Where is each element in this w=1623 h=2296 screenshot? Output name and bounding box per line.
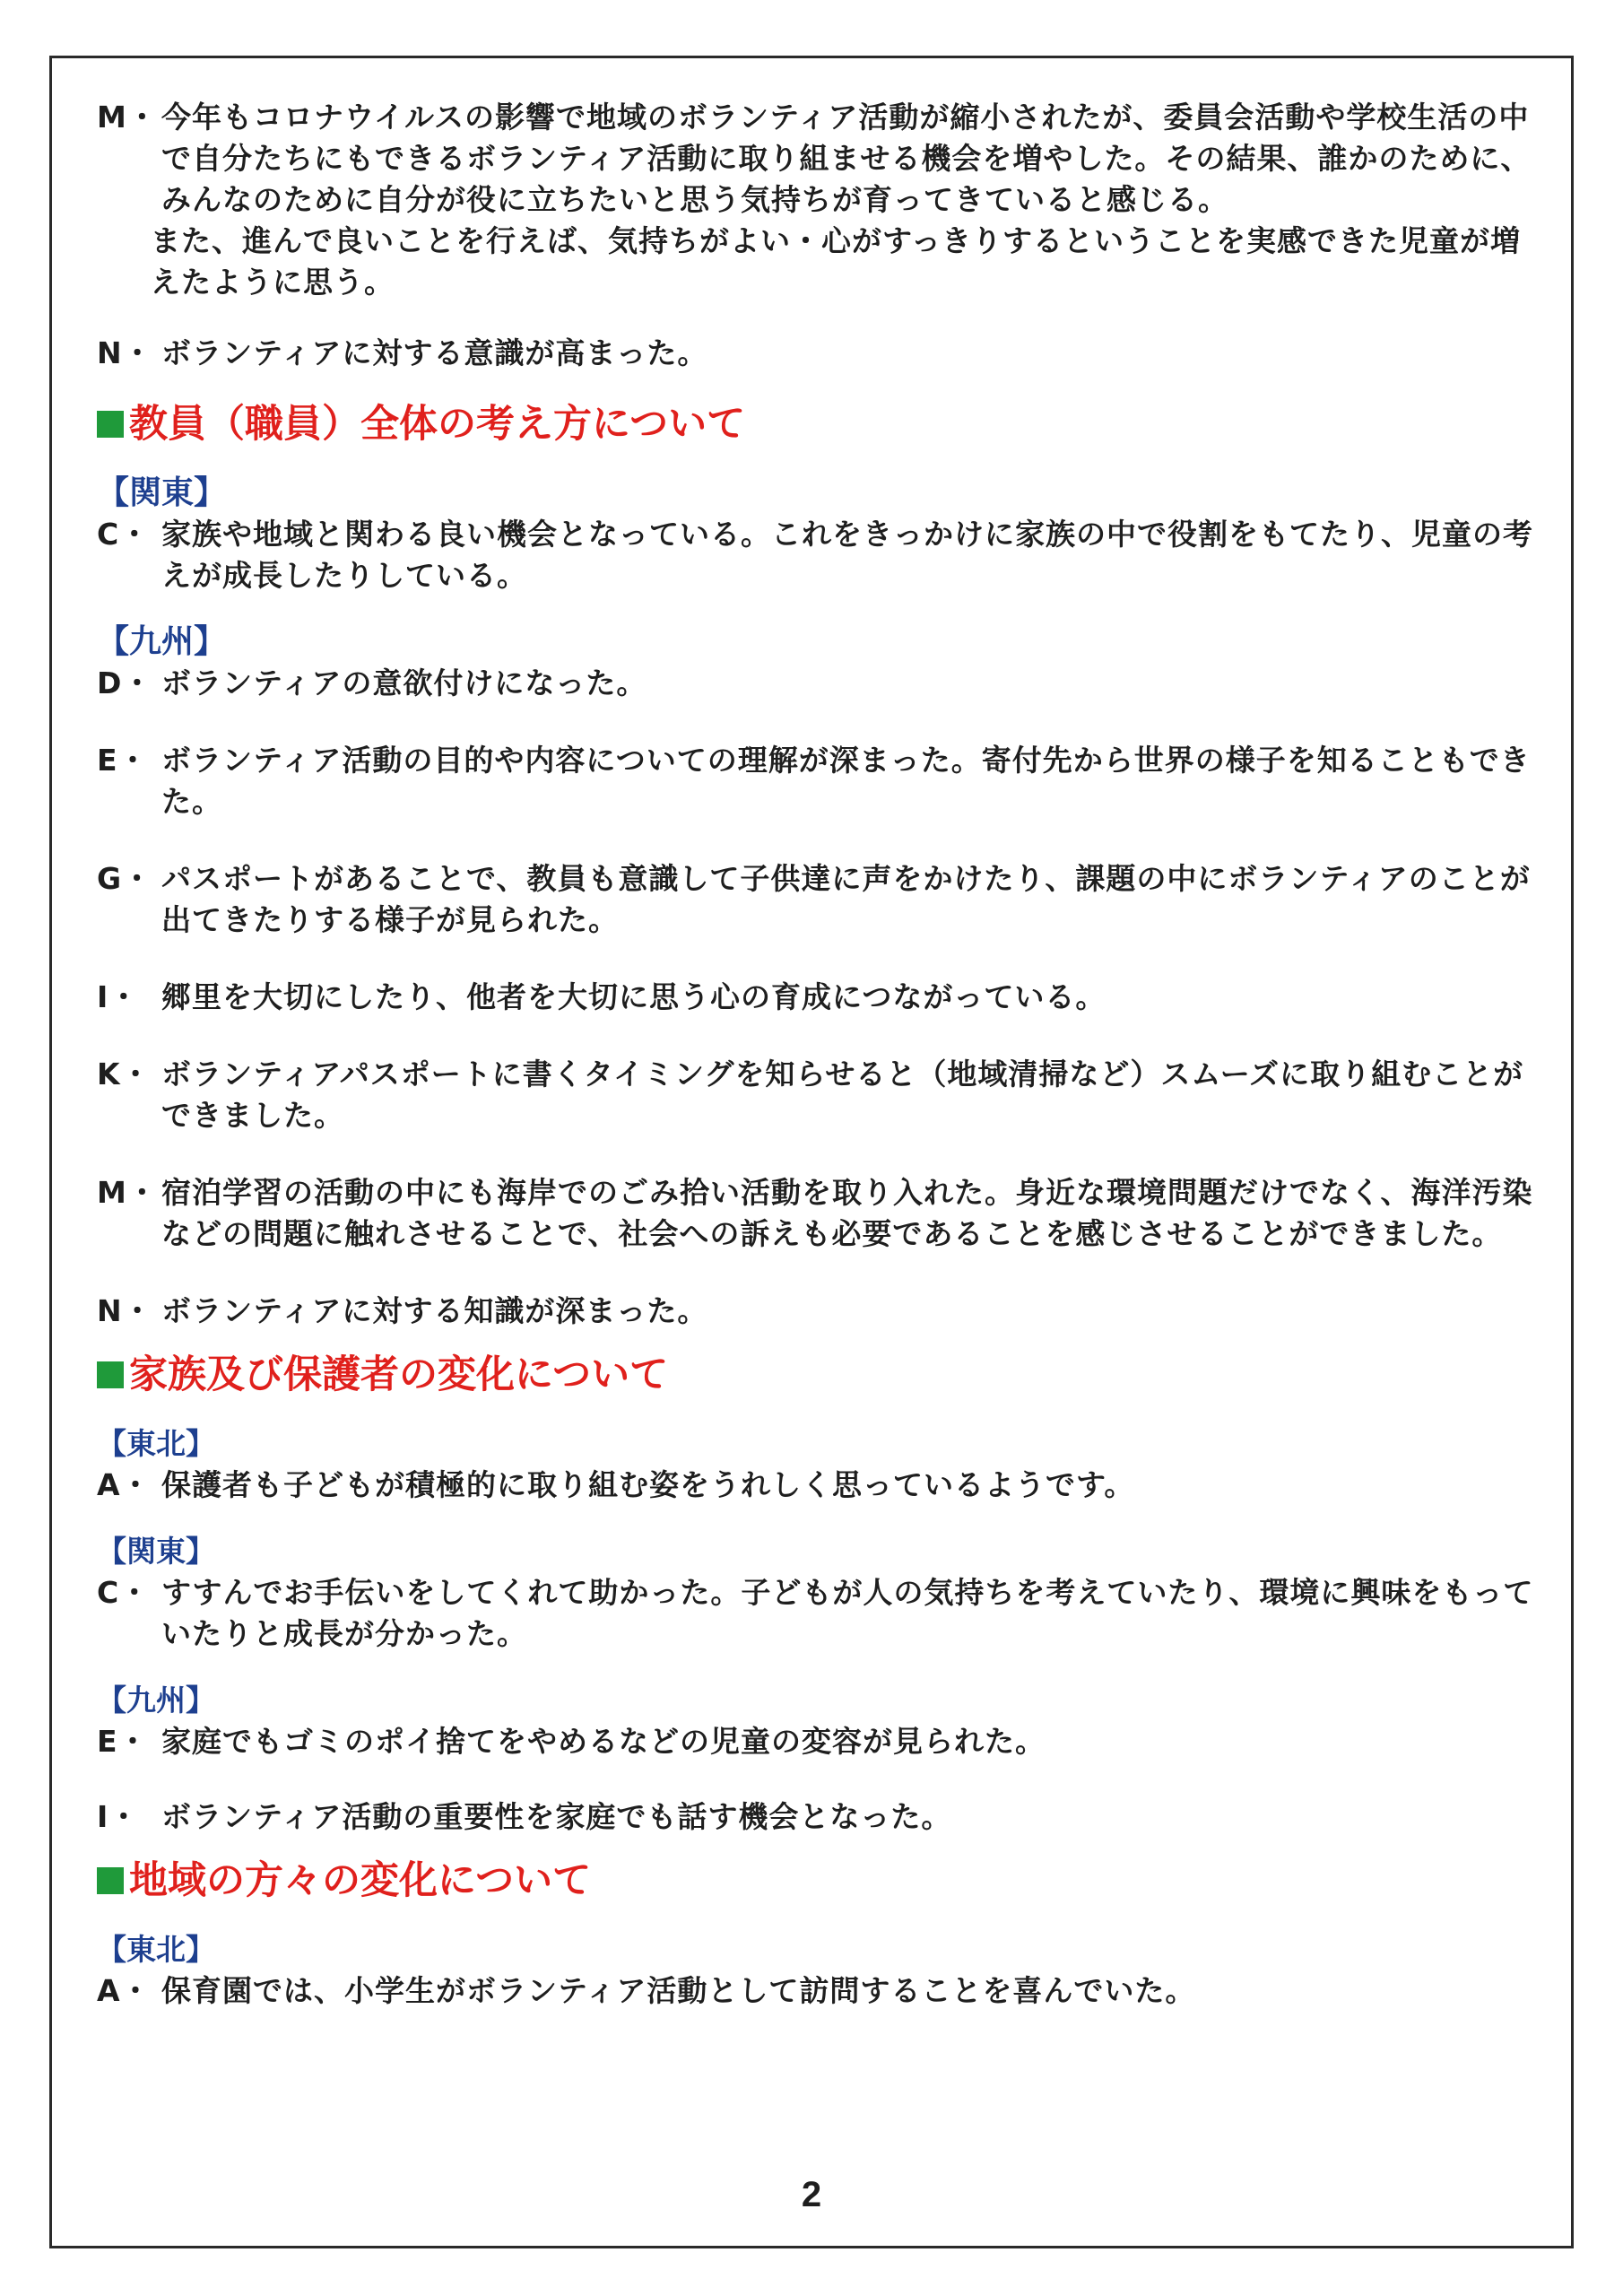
- entry-text: 保護者も子どもが積極的に取り組む姿をうれしく思っているようです。: [161, 1467, 1135, 1502]
- entry-key: N・: [97, 1293, 153, 1328]
- entry-m-top: [97, 97, 1541, 303]
- entry-text: パスポートがあることで、教員も意識して子供達に声をかけたり、課題の中にボランティアのことが出てきたりする様子が見られた。: [161, 861, 1531, 937]
- entry-key: G・: [97, 861, 153, 896]
- entry-text: 今年もコロナウイルスの影響で地域のボランティア活動が縮小されたが、委員会活動や学校生活の中で自分たちにもできるボランティア活動に取り組ませる機会を増やした。その結果、誰かのために、みんなのために自分が役に立ちたいと思う気持ちが育ってきていると感じる。: [161, 100, 1532, 217]
- entry-text: ボランティアに対する意識が高まった。: [161, 335, 708, 370]
- entry-text: ボランティアに対する知識が深まった。: [161, 1293, 708, 1328]
- entry-key: I・: [97, 979, 140, 1014]
- document-body: [97, 97, 1541, 2012]
- entry-g: [97, 858, 1541, 941]
- region-label: 【九州】: [97, 623, 227, 660]
- entry-text: ボランティアパスポートに書くタイミングを知らせると（地域清掃など）スムーズに取り組むことができました。: [161, 1057, 1524, 1133]
- entry-key: A・: [97, 1467, 152, 1502]
- section-title-family: 家族及び保護者の変化について: [97, 1350, 1541, 1400]
- entry-d: [97, 663, 1541, 704]
- entry-text: 家族や地域と関わる良い機会となっている。これをきっかけに家族の中で役割をもてたり、児童の考えが成長したりしている。: [161, 517, 1533, 593]
- entry-text-2: また、進んで良いことを行えば、気持ちがよい・心がすっきりするということを実感できた児童が増えたように思う。: [151, 223, 1522, 300]
- entry-key: N・: [97, 335, 153, 370]
- entry-text: 保育園では、小学生がボランティア活動として訪問することを喜んでいた。: [161, 1973, 1196, 2008]
- entry-key: M・: [97, 100, 158, 135]
- entry-text: ボランティアの意欲付けになった。: [161, 665, 647, 700]
- entry-i: [97, 1796, 1541, 1838]
- entry-key: E・: [97, 1724, 149, 1759]
- entry-key: K・: [97, 1057, 152, 1091]
- green-square-marker: [97, 411, 124, 438]
- entry-i: [97, 977, 1541, 1018]
- entry-e: [97, 740, 1541, 822]
- entry-text: すすんでお手伝いをしてくれて助かった。子どもが人の気持ちを考えていたり、環境に興味をもっていたりと成長が分かった。: [161, 1575, 1534, 1651]
- entry-c: [97, 514, 1541, 596]
- green-square-marker: [97, 1361, 124, 1388]
- region-label: 【関東】: [97, 1534, 215, 1569]
- green-square-marker: [97, 1867, 124, 1894]
- entry-key: E・: [97, 743, 149, 778]
- entry-key: A・: [97, 1973, 152, 2008]
- region-label: 【九州】: [97, 1683, 215, 1718]
- entry-c: [97, 1572, 1541, 1655]
- page-number: 2: [801, 2175, 822, 2214]
- entry-a: [97, 1970, 1541, 2012]
- entry-k: [97, 1054, 1541, 1136]
- entry-m: [97, 1172, 1541, 1255]
- section-title-community: 地域の方々の変化について: [97, 1856, 1541, 1906]
- entry-key: C・: [97, 1575, 151, 1610]
- entry-text: 郷里を大切にしたり、他者を大切に思う心の育成につながっている。: [161, 979, 1107, 1014]
- entry-a: [97, 1465, 1541, 1506]
- entry-key: I・: [97, 1799, 140, 1834]
- entry-key: C・: [97, 517, 151, 552]
- entry-text: 家庭でもゴミのポイ捨てをやめるなどの児童の変容が見られた。: [161, 1724, 1046, 1759]
- entry-n-top: [97, 333, 1541, 374]
- section-title-staff: 教員（職員）全体の考え方について: [97, 399, 1541, 449]
- region-label: 【関東】: [97, 474, 227, 511]
- entry-text: 宿泊学習の活動の中にも海岸でのごみ拾い活動を取り入れた。身近な環境問題だけでなく、海洋汚染などの問題に触れさせることで、社会への訴えも必要であることを感じさせることができました。: [161, 1175, 1533, 1251]
- region-label: 【東北】: [97, 1932, 215, 1967]
- entry-text: ボランティア活動の目的や内容についての理解が深まった。寄付先から世界の様子を知ることもできた。: [161, 743, 1531, 819]
- entry-key: M・: [97, 1175, 158, 1210]
- entry-key: D・: [97, 665, 153, 700]
- entry-e: [97, 1721, 1541, 1762]
- region-label: 【東北】: [97, 1426, 215, 1461]
- entry-text: ボランティア活動の重要性を家庭でも話す機会となった。: [161, 1799, 952, 1834]
- entry-n: [97, 1291, 1541, 1332]
